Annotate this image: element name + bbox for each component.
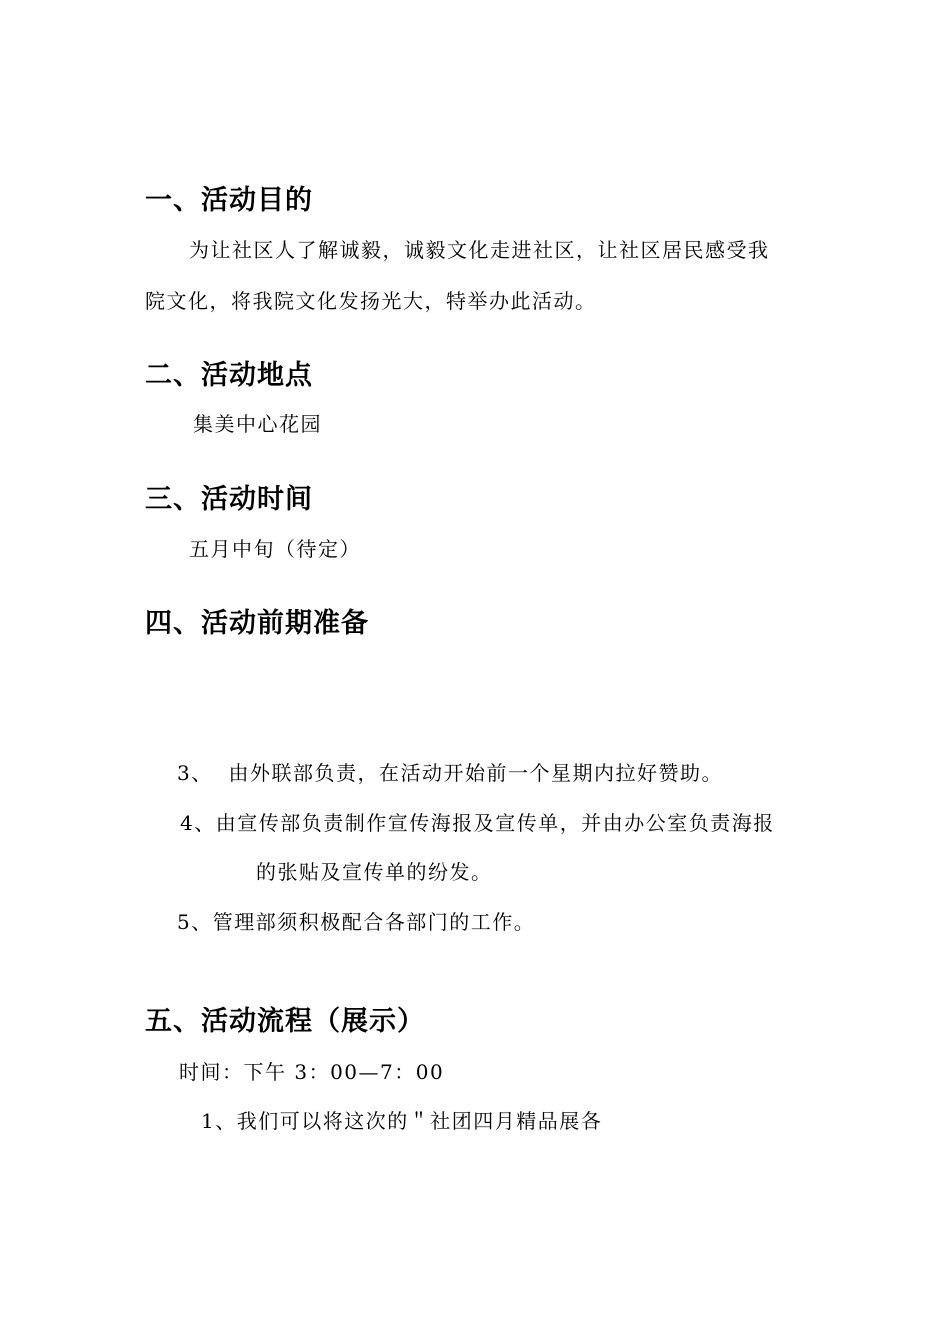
- process-item-1: 1、我们可以将这次的＂社团四月精品展各: [201, 1109, 603, 1133]
- section-heading-purpose: 一、活动目的: [145, 185, 313, 216]
- time-text: 五月中旬（待定）: [189, 537, 361, 561]
- section-heading-preparation: 四、活动前期准备: [145, 608, 369, 639]
- location-text: 集美中心花园: [193, 412, 322, 436]
- preparation-item-5: 5、管理部须积极配合各部门的工作。: [177, 910, 536, 934]
- section-heading-process: 五、活动流程（展示）: [145, 1006, 425, 1037]
- section-heading-location: 二、活动地点: [145, 360, 313, 391]
- preparation-item-4-continued: 的张贴及宣传单的纷发。: [256, 860, 493, 884]
- section-heading-time: 三、活动时间: [145, 484, 313, 515]
- preparation-item-3: 3、 由外联部负责，在活动开始前一个星期内拉好赞助。: [177, 761, 723, 785]
- preparation-item-4: 4、由宣传部负责制作宣传海报及宣传单，并由办公室负责海报: [180, 811, 775, 835]
- purpose-line-2: 院文化，将我院文化发扬光大，特举办此活动。: [145, 289, 597, 313]
- purpose-line-1: 为让社区人了解诚毅，诚毅文化走进社区，让社区居民感受我: [189, 238, 770, 262]
- process-time: 时间：下午 3：00—7：00: [179, 1060, 445, 1084]
